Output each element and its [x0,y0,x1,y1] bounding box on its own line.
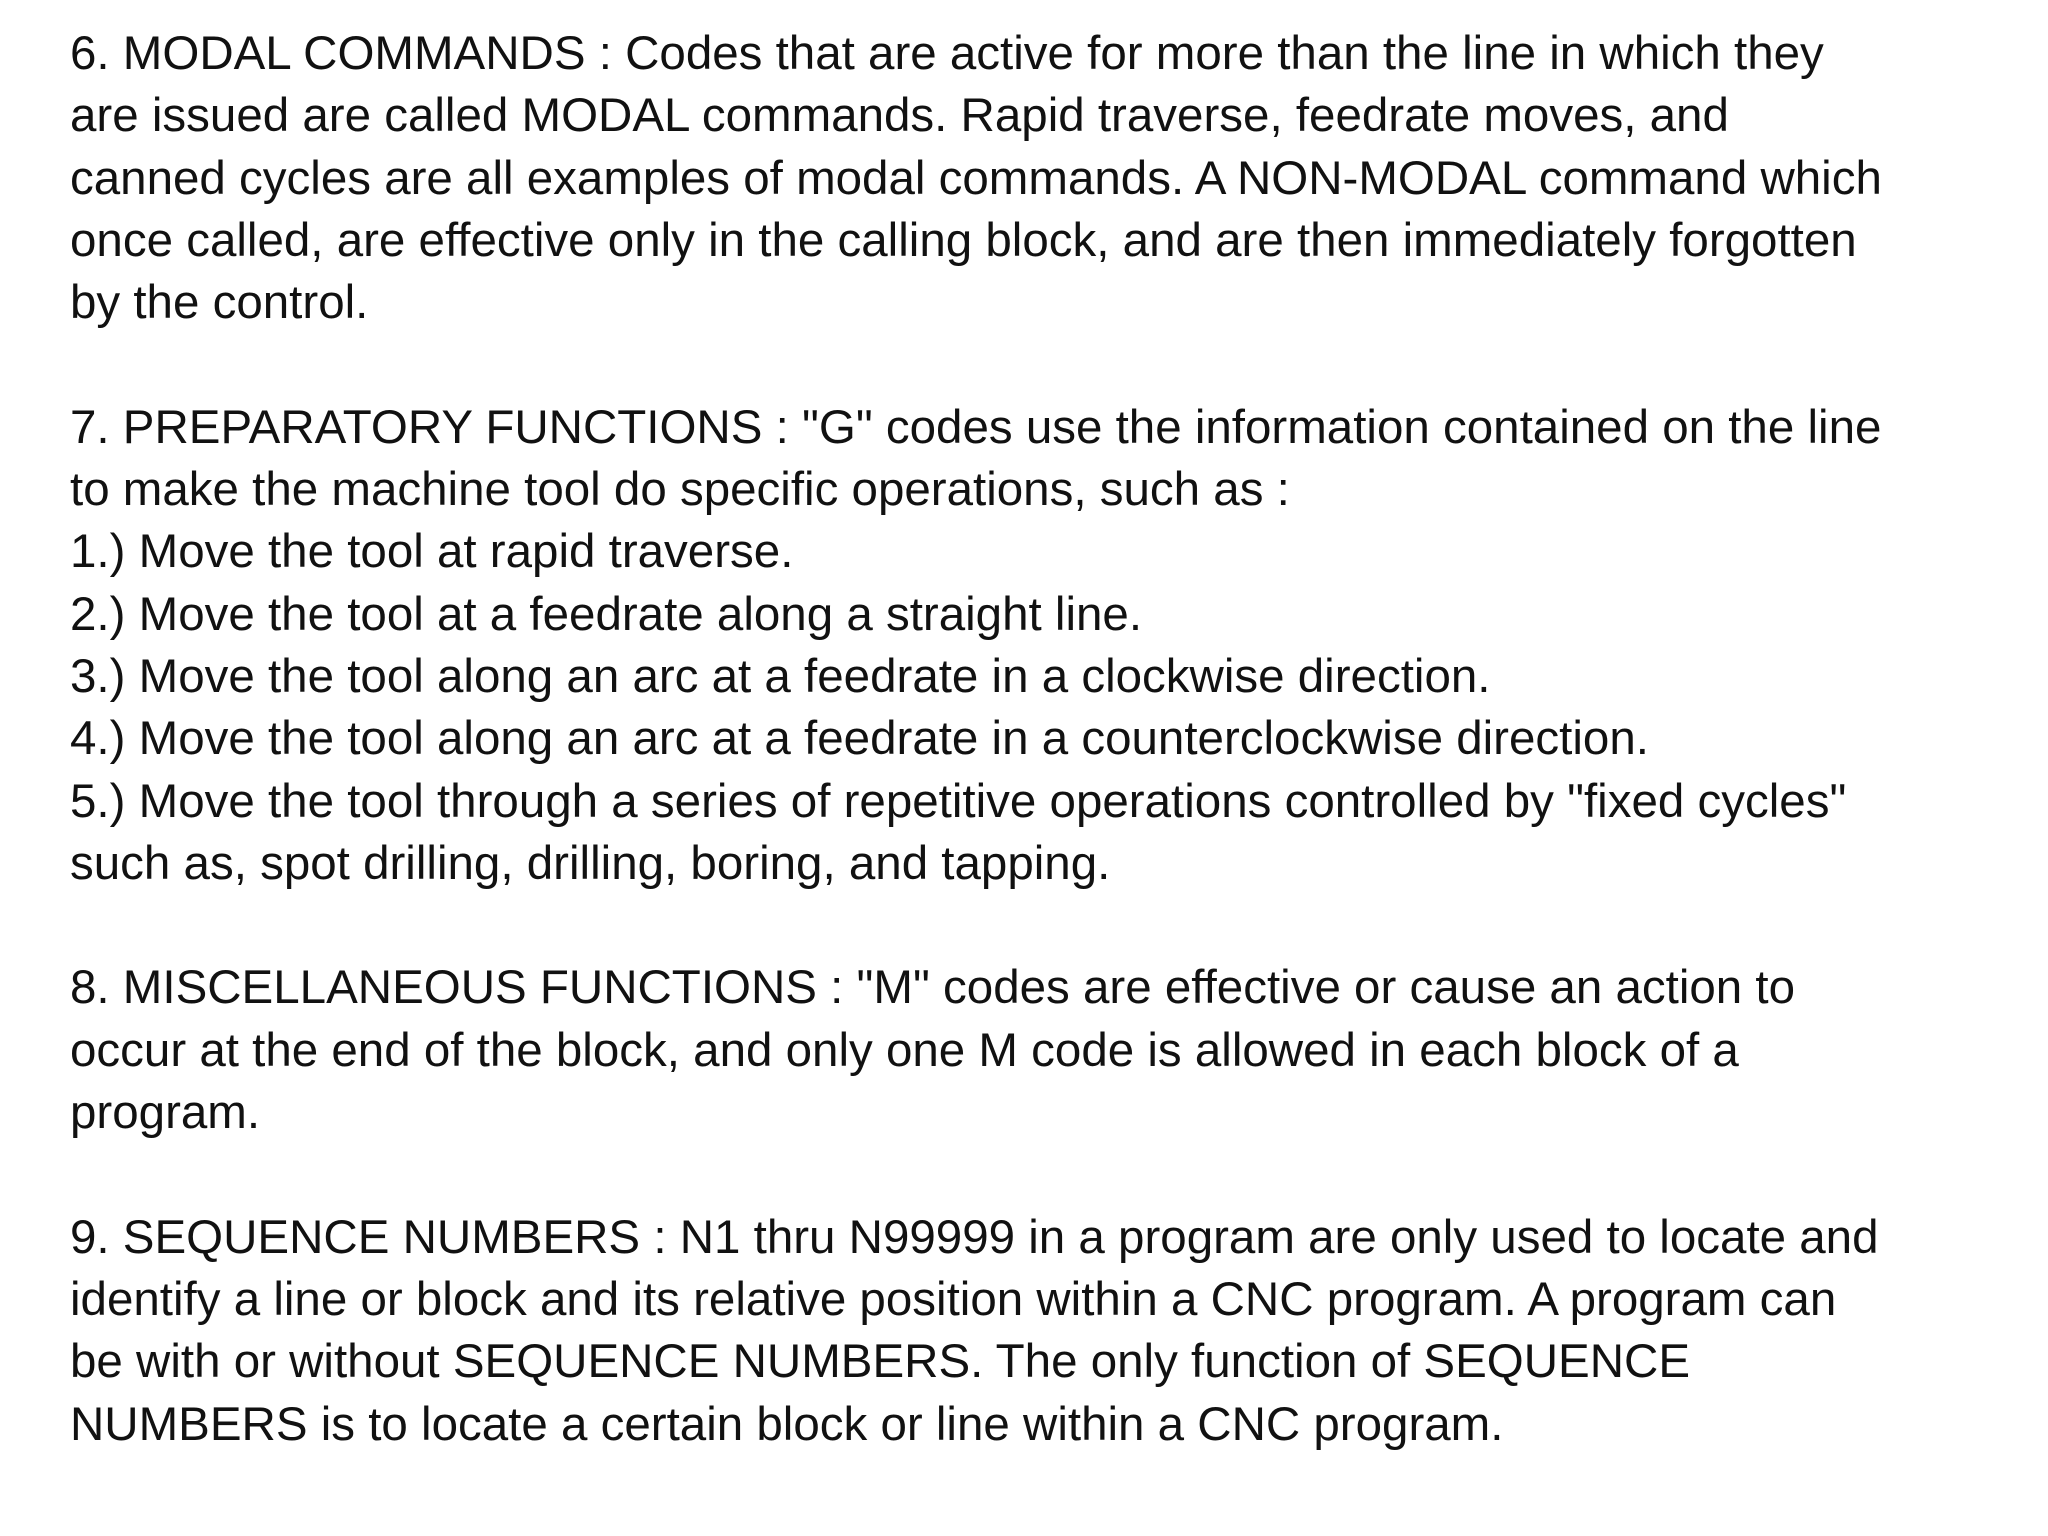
list-item: 2.) Move the tool at a feedrate along a straight line. [70,587,1143,641]
text-line: once called, are effective only in the calling block, and are then immediately forgotten [70,213,1857,267]
text-line: 7. PREPARATORY FUNCTIONS : "G" codes use the information contained on the line [70,400,1882,454]
text-line: canned cycles are all examples of modal commands. A NON-MODAL command which [70,151,1882,205]
section-sequence-numbers [70,1207,2035,1456]
text-line: 9. SEQUENCE NUMBERS : N1 thru N99999 in a program are only used to locate and [70,1210,1879,1264]
section-preparatory-functions [70,397,2035,895]
text-line: to make the machine tool do specific operations, such as : [70,463,1290,517]
section-miscellaneous-functions [70,957,2035,1144]
text-line: NUMBERS is to locate a certain block or line within a CNC program. [70,1397,1504,1451]
text-line: are issued are called MODAL commands. Rapid traverse, feedrate moves, and [70,89,1729,143]
list-item: 4.) Move the tool along an arc at a feedrate in a counterclockwise direction. [70,712,1649,766]
list-item: 3.) Move the tool along an arc at a feedrate in a clockwise direction. [70,649,1491,703]
text-line: occur at the end of the block, and only one M code is allowed in each block of a [70,1023,1739,1077]
list-item: 1.) Move the tool at rapid traverse. [70,525,794,579]
section-modal-commands [70,23,2035,334]
text-line: 8. MISCELLANEOUS FUNCTIONS : "M" codes are effective or cause an action to [70,961,1796,1015]
document-page [70,23,2035,1518]
text-line: identify a line or block and its relative position within a CNC program. A program can [70,1272,1837,1326]
text-line: be with or without SEQUENCE NUMBERS. The only function of SEQUENCE [70,1335,1691,1389]
list-item: 5.) Move the tool through a series of repetitive operations controlled by "fixed cycles" [70,774,1847,828]
text-line: program. [70,1086,261,1140]
text-line: such as, spot drilling, drilling, boring, and tapping. [70,836,1111,890]
text-line: 6. MODAL COMMANDS : Codes that are active for more than the line in which they [70,27,1824,80]
text-line: by the control. [70,276,369,330]
